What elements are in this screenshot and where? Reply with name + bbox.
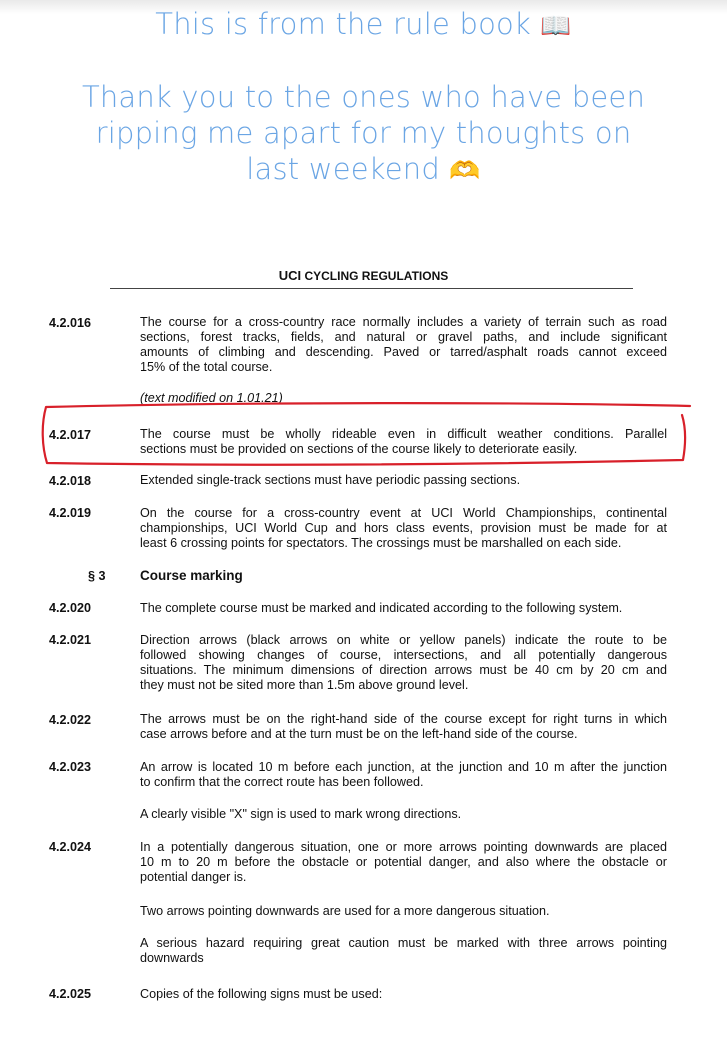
section-number: § 3 <box>88 569 106 583</box>
caption-line-1: This is from the rule book <box>155 7 531 41</box>
article-number: 4.2.018 <box>49 474 92 488</box>
modification-note: (text modified on 1.01.21) <box>140 391 283 405</box>
article-number: 4.2.022 <box>49 713 92 727</box>
article-number: 4.2.019 <box>49 506 92 520</box>
article-number: 4.2.024 <box>49 840 92 854</box>
caption-line: last weekend 🫶 <box>246 152 481 186</box>
article-text-highlighted: The course must be wholly rideable even in difficult weather conditions. Parallel sections must be provided on sections of the course likely to deteriorate easily. <box>140 427 667 456</box>
article-text: Direction arrows (black arrows on white or yellow panels) indicate the route to be followed showing changes of course, intersections, and all potentially dangerous situations. The minimum dimensions of direction arrows must be 40 cm by 20 cm and they must not be sited more than 1.5m above ground level. <box>140 633 667 692</box>
article-text: In a potentially dangerous situation, one or more arrows pointing downwards are placed 10 m to 20 m before the obstacle or potential danger, and also where the obstacle or potential danger is. <box>140 840 667 884</box>
section-title: Course marking <box>140 568 243 583</box>
book-icon: 📖 <box>540 11 572 40</box>
article-paragraph: A clearly visible "X" sign is used to mark wrong directions. <box>140 807 462 821</box>
article-text: The arrows must be on the right-hand side of the course except for right turns in which case arrows before and at the turn must be on the left-hand side of the course. <box>140 712 667 741</box>
header-uci: UCI <box>278 268 302 283</box>
article-text: Extended single-track sections must have periodic passing sections. <box>140 473 521 487</box>
article-text: Copies of the following signs must be used: <box>140 987 383 1001</box>
caption-line: ripping me apart for my thoughts on <box>95 116 632 150</box>
article-number: 4.2.025 <box>49 987 92 1001</box>
article-number: 4.2.017 <box>49 428 92 442</box>
header-title: CYCLING REGULATIONS <box>301 269 449 283</box>
caption-line: Thank you to the ones who have been <box>81 80 646 114</box>
article-number: 4.2.021 <box>49 633 92 647</box>
article-text: The complete course must be marked and indicated according to the following system. <box>140 601 623 615</box>
article-number: 4.2.016 <box>49 316 92 330</box>
article-text: The course for a cross-country race normally includes a variety of terrain such as road sections, forest tracks, fields, and natural or gravel paths, and include significant amounts of climbing and descending. Paved or tarred/asphalt roads cannot exceed 15% of the total course. <box>140 315 667 374</box>
article-number: 4.2.023 <box>49 760 92 774</box>
article-paragraph: A serious hazard requiring great caution must be marked with three arrows pointing downwards <box>140 936 667 965</box>
article-number: 4.2.020 <box>49 601 92 615</box>
heart-hands-icon: 🫶 <box>449 156 481 185</box>
article-text: An arrow is located 10 m before each junction, at the junction and 10 m after the junction to confirm that the correct route has been followed. <box>140 760 667 789</box>
article-text: On the course for a cross-country event at UCI World Championships, continental championships, UCI World Cup and hors class events, provision must be made for at least 6 crossing points for spectators. The crossings must be marshalled on each side. <box>140 506 667 550</box>
article-paragraph: Two arrows pointing downwards are used for a more dangerous situation. <box>140 904 550 918</box>
red-circle-stroke <box>43 403 690 465</box>
